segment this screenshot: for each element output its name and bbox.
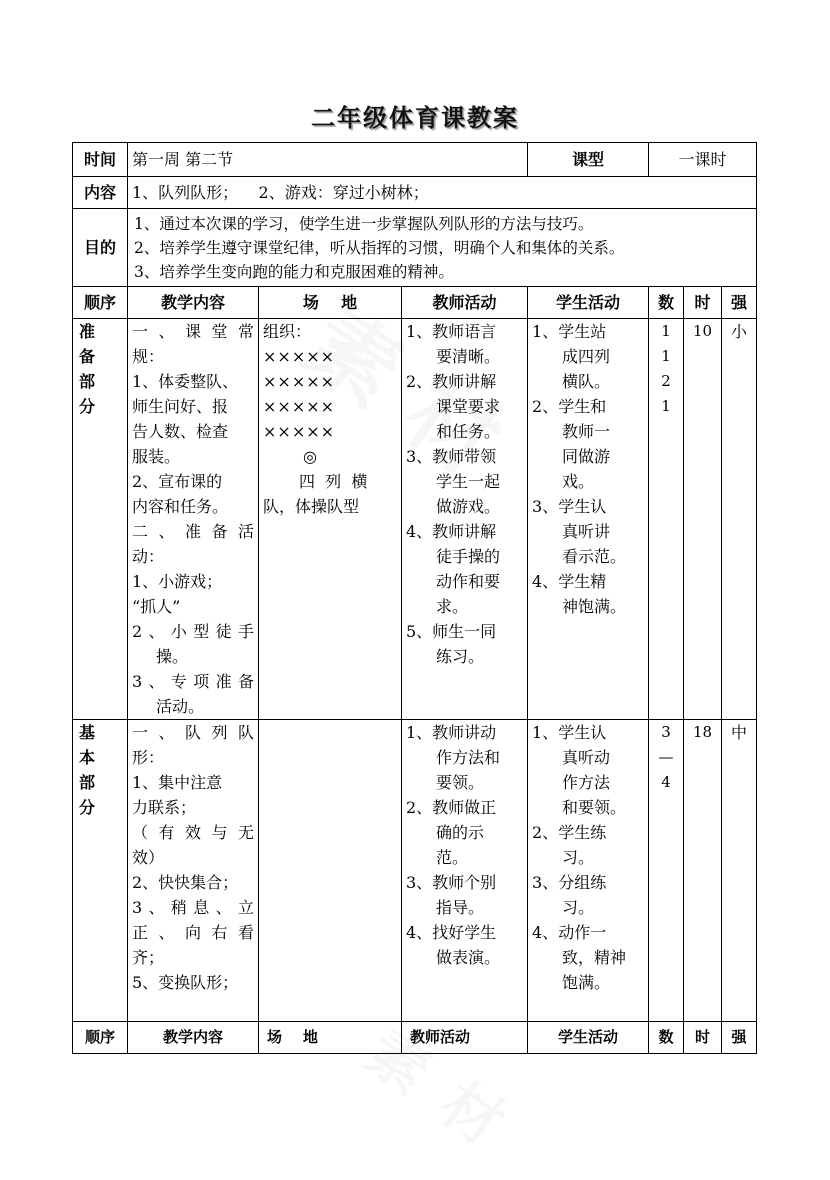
section-label-char: 备 (79, 347, 96, 366)
row-goals (73, 209, 757, 287)
content-line: 服装。 (132, 447, 181, 466)
count-value: 3 (661, 723, 671, 741)
content-line: 2、宣布课的 (132, 472, 223, 491)
col-time: 时 (684, 287, 722, 319)
row-time (73, 143, 757, 177)
goal-label: 目的 (73, 209, 128, 287)
student-line: 作方法 (562, 773, 611, 792)
content-line: 5、变换队形； (132, 973, 239, 992)
student-line: 3、学生认 (532, 497, 607, 516)
teacher-line: 4、教师讲解 (406, 522, 497, 541)
content-line: 1、集中注意 (132, 773, 223, 792)
intensity-cell: 中 (722, 720, 757, 1022)
teacher-line: 和任务。 (436, 422, 501, 441)
section-label-char: 部 (79, 372, 96, 391)
teacher-line: 3、教师带领 (406, 447, 497, 466)
section-label (73, 720, 128, 1022)
student-line: 1、学生站 (532, 322, 607, 341)
formation-row: ××××× (263, 372, 336, 391)
venue-cell (259, 319, 402, 720)
col-content: 教学内容 (128, 287, 259, 319)
student-line: 习。 (562, 848, 595, 867)
content-line: 力联系； (132, 798, 197, 817)
teacher-line: 要清晰。 (436, 347, 501, 366)
count-cell (649, 319, 684, 720)
count-value: 4 (661, 773, 671, 791)
intensity-cell: 小 (722, 319, 757, 720)
teacher-line: 指导。 (436, 898, 485, 917)
teacher-line: 学生一起 (436, 472, 501, 491)
col-intensity: 强 (722, 1022, 757, 1054)
teacher-line: 1、教师语言 (406, 322, 497, 341)
column-header-row-repeat (73, 1022, 757, 1054)
venue-cell (259, 720, 402, 1022)
content-line: 操。 (156, 647, 189, 666)
content-line: 动： (132, 547, 165, 566)
lesson-plan-table (72, 142, 757, 1054)
col-teacher: 教师活动 (402, 1022, 528, 1054)
teacher-line: 范。 (436, 848, 469, 867)
venue-line: 四 列 横 (299, 472, 368, 491)
column-header-row (73, 287, 757, 319)
col-venue: 场 地 (259, 287, 402, 319)
teacher-line: 课堂要求 (436, 397, 501, 416)
time-cell: 10 (684, 319, 722, 720)
count-value: 1 (661, 397, 671, 415)
teacher-activity-cell (402, 319, 528, 720)
col-intensity: 强 (722, 287, 757, 319)
teacher-line: 求。 (436, 597, 469, 616)
section-label-char: 分 (79, 798, 96, 817)
student-activity-cell (528, 720, 649, 1022)
content-line: 2、快快集合； (132, 873, 239, 892)
count-value: — (658, 748, 674, 766)
venue-line: 组织： (263, 322, 312, 341)
student-line: 4、学生精 (532, 572, 607, 591)
student-line: 戏。 (562, 472, 595, 491)
teacher-line: 1、教师讲动 (406, 723, 497, 742)
content-line: 1、体委整队、 (132, 372, 239, 391)
content-line: 内容和任务。 (132, 497, 229, 516)
student-line: 横队。 (562, 372, 611, 391)
content-line: 正、向右看 (132, 923, 254, 942)
formation-row: ××××× (263, 347, 336, 366)
student-line: 饱满。 (562, 973, 611, 992)
student-line: 2、学生和 (532, 397, 607, 416)
teacher-line: 2、教师做正 (406, 798, 497, 817)
section-label-char: 基 (79, 723, 96, 742)
col-content: 教学内容 (128, 1022, 259, 1054)
teacher-line: 4、找好学生 (406, 923, 497, 942)
student-line: 2、学生练 (532, 823, 607, 842)
teacher-position-symbol: ◎ (303, 447, 317, 466)
teacher-line: 确的示 (436, 823, 485, 842)
teacher-line: 练习。 (436, 647, 485, 666)
content-cell (128, 720, 259, 1022)
count-cell (649, 720, 684, 1022)
col-venue: 场 地 (259, 1022, 402, 1054)
teacher-line: 5、师生一同 (406, 622, 497, 641)
section-label-char: 分 (79, 397, 96, 416)
teacher-line: 做表演。 (436, 948, 501, 967)
teacher-line: 做游戏。 (436, 497, 501, 516)
content-line: 一、课堂常 (132, 322, 254, 341)
content-line: 规： (132, 347, 165, 366)
venue-line: 队，体操队型 (263, 497, 360, 516)
goal-item: 2、培养学生遵守课堂纪律，听从指挥的习惯，明确个人和集体的关系。 (134, 238, 625, 257)
section-basic (73, 720, 757, 1022)
col-order: 顺序 (73, 287, 128, 319)
goal-list (128, 209, 757, 287)
goal-item: 3、培养学生变向跑的能力和克服困难的精神。 (134, 262, 454, 281)
student-line: 习。 (562, 898, 595, 917)
lesson-type-label: 课型 (528, 143, 649, 177)
section-label (73, 319, 128, 720)
content-line: 二、准备活 (132, 522, 254, 541)
time-label: 时间 (73, 143, 128, 177)
col-teacher: 教师活动 (402, 287, 528, 319)
student-line: 真听讲 (562, 522, 611, 541)
teacher-activity-cell (402, 720, 528, 1022)
teacher-line: 要领。 (436, 773, 485, 792)
formation-row: ××××× (263, 422, 336, 441)
content-line: 形： (132, 748, 165, 767)
count-value: 1 (661, 347, 671, 365)
content-line: “抓人” (132, 597, 181, 616)
student-line: 成四列 (562, 347, 611, 366)
teacher-line: 徒手操的 (436, 547, 501, 566)
content-line: 3、专项准备 (132, 672, 254, 691)
student-line: 致，精神 (562, 948, 627, 967)
content-label: 内容 (73, 177, 128, 209)
count-value: 2 (661, 372, 671, 390)
student-line: 看示范。 (562, 547, 627, 566)
student-line: 同做游 (562, 447, 611, 466)
student-activity-cell (528, 319, 649, 720)
teacher-line: 2、教师讲解 (406, 372, 497, 391)
time-cell: 18 (684, 720, 722, 1022)
teacher-line: 动作和要 (436, 572, 501, 591)
content-line: 活动。 (156, 697, 205, 716)
col-time: 时 (684, 1022, 722, 1054)
student-line: 3、分组练 (532, 873, 607, 892)
formation-row: ××××× (263, 397, 336, 416)
page-title: 二年级体育课教案 (311, 104, 519, 132)
content-value: 1、队列队形； 2、游戏：穿过小树林； (128, 177, 757, 209)
content-line: 师生问好、报 (132, 397, 229, 416)
goal-item: 1、通过本次课的学习，使学生进一步掌握队列队形的方法与技巧。 (134, 214, 594, 233)
teacher-line: 作方法和 (436, 748, 501, 767)
section-label-char: 部 (79, 773, 96, 792)
section-label-char: 本 (79, 748, 96, 767)
col-count: 数 (649, 287, 684, 319)
content-cell (128, 319, 259, 720)
count-value: 1 (661, 322, 671, 340)
col-student: 学生活动 (528, 1022, 649, 1054)
col-student: 学生活动 (528, 287, 649, 319)
student-line: 4、动作一 (532, 923, 607, 942)
content-line: 3、稍息、立 (132, 898, 254, 917)
section-preparation (73, 319, 757, 720)
content-line: （有效与无 (132, 823, 254, 842)
student-line: 和要领。 (562, 798, 627, 817)
student-line: 真听动 (562, 748, 611, 767)
content-line: 2、小型徒手 (132, 622, 254, 641)
content-line: 1、小游戏； (132, 572, 223, 591)
student-line: 神饱满。 (562, 597, 627, 616)
content-line: 告人数、检查 (132, 422, 229, 441)
time-value: 第一周 第二节 (128, 143, 528, 177)
row-content (73, 177, 757, 209)
content-line: 一、队列队 (132, 723, 254, 742)
col-order: 顺序 (73, 1022, 128, 1054)
content-line: 效） (132, 848, 165, 867)
student-line: 1、学生认 (532, 723, 607, 742)
lesson-type-value: 一课时 (649, 143, 757, 177)
content-line: 齐； (132, 948, 165, 967)
section-label-char: 准 (79, 322, 96, 341)
col-count: 数 (649, 1022, 684, 1054)
teacher-line: 3、教师个别 (406, 873, 497, 892)
student-line: 教师一 (562, 422, 611, 441)
